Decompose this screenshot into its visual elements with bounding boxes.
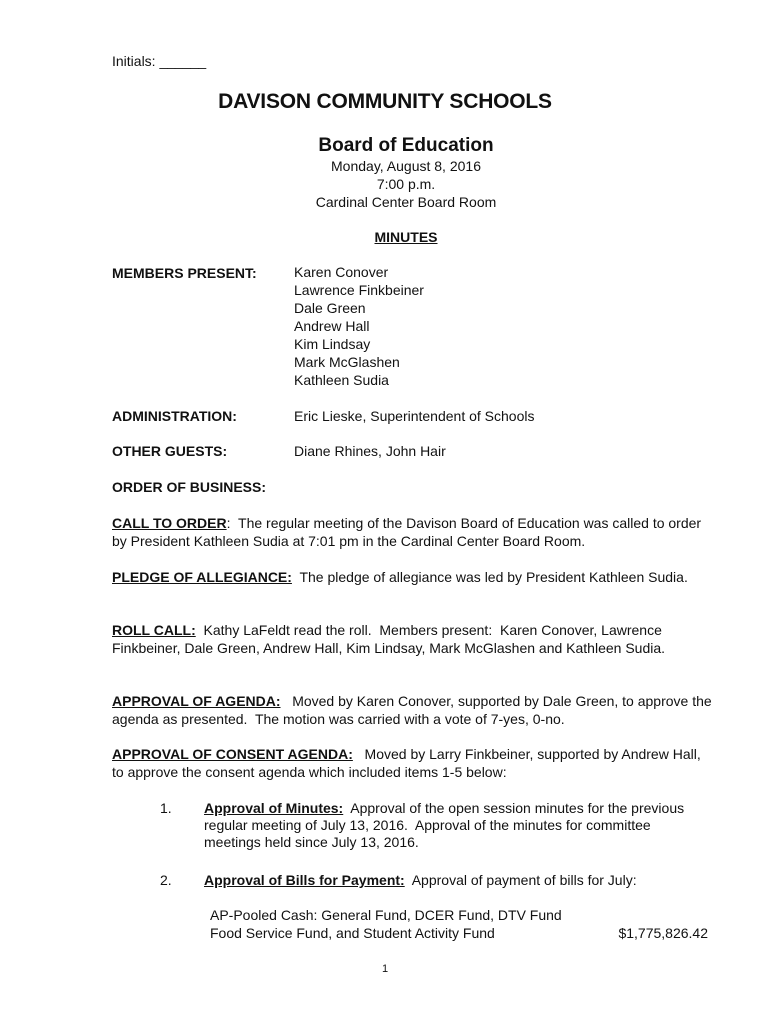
call-to-order-separator: :: [226, 515, 231, 531]
members-present-label: MEMBERS PRESENT:: [112, 265, 257, 281]
approval-consent-paragraph: [112, 745, 712, 781]
approval-consent-heading: APPROVAL OF CONSENT AGENDA:: [112, 746, 353, 762]
roll-call-heading: ROLL CALL:: [112, 622, 196, 638]
administration-value: Eric Lieske, Superintendent of Schools: [294, 408, 535, 424]
fund-line-1: AP-Pooled Cash: General Fund, DCER Fund, DTV Fund: [210, 907, 562, 923]
meeting-time: 7:00 p.m.: [376, 176, 436, 192]
consent-item-bills: [204, 872, 704, 889]
minutes-title: MINUTES: [374, 229, 438, 245]
consent-item-minutes: [204, 800, 704, 851]
consent-item-text: Approval of payment of bills for July:: [404, 872, 637, 888]
administration-label: ADMINISTRATION:: [112, 408, 237, 424]
roll-call-text: Kathy LaFeldt read the roll. Members present: Karen Conover, Lawrence Finkbeiner, Dale Green, Andrew Hall, Kim Lindsay, Mark McGlashen and Kathleen Sudia.: [112, 622, 666, 656]
call-to-order-heading: CALL TO ORDER: [112, 515, 227, 531]
other-guests-value: Diane Rhines, John Hair: [294, 443, 446, 459]
meeting-location: Cardinal Center Board Room: [315, 194, 497, 210]
member-name: Kim Lindsay: [294, 336, 371, 352]
member-name: Lawrence Finkbeiner: [294, 282, 424, 298]
consent-item-number: 1.: [160, 800, 172, 816]
member-name: Mark McGlashen: [294, 354, 400, 370]
approval-agenda-heading: APPROVAL OF AGENDA:: [112, 693, 281, 709]
consent-item-text: Approval of the open session minutes for the previous regular meeting of July 13, 2016. Approval of the minutes for committee meetings held since July 13, 2016.: [204, 800, 688, 850]
meeting-date: Monday, August 8, 2016: [331, 158, 481, 174]
initials-line: Initials: ______: [112, 53, 207, 69]
consent-item-heading: Approval of Bills for Payment:: [204, 872, 405, 888]
fund-line-2: [210, 925, 708, 941]
call-to-order-paragraph: [112, 514, 712, 550]
pledge-heading: PLEDGE OF ALLEGIANCE:: [112, 569, 292, 585]
board-title: Board of Education: [318, 135, 494, 156]
consent-item-heading: Approval of Minutes:: [204, 800, 344, 816]
member-name: Andrew Hall: [294, 318, 370, 334]
page-number: 1: [381, 963, 389, 975]
approval-agenda-text: Moved by Karen Conover, supported by Dale Green, to approve the agenda as presented. The motion was carried with a vote of 7-yes, 0-no.: [112, 693, 716, 727]
roll-call-paragraph: [112, 621, 712, 657]
member-name: Karen Conover: [294, 264, 389, 280]
approval-agenda-paragraph: [112, 692, 716, 728]
approval-consent-text: Moved by Larry Finkbeiner, supported by Andrew Hall, to approve the consent agenda which included items 1-5 below:: [112, 746, 705, 780]
organization-title: DAVISON COMMUNITY SCHOOLS: [218, 90, 552, 113]
member-name: Kathleen Sudia: [294, 372, 389, 388]
members-present-list: [294, 263, 424, 389]
order-of-business-heading: ORDER OF BUSINESS:: [112, 479, 267, 495]
fund-amount: $1,775,826.42: [618, 925, 708, 941]
consent-item-number: 2.: [160, 872, 172, 888]
member-name: Dale Green: [294, 300, 366, 316]
pledge-paragraph: [112, 568, 712, 586]
pledge-text: The pledge of allegiance was led by President Kathleen Sudia.: [291, 569, 688, 585]
other-guests-label: OTHER GUESTS:: [112, 443, 228, 459]
fund-line-2-text: Food Service Fund, and Student Activity Fund: [210, 925, 495, 941]
call-to-order-text: The regular meeting of the Davison Board of Education was called to order by President Kathleen Sudia at 7:01 pm in the Cardinal Center Board Room.: [112, 515, 705, 549]
